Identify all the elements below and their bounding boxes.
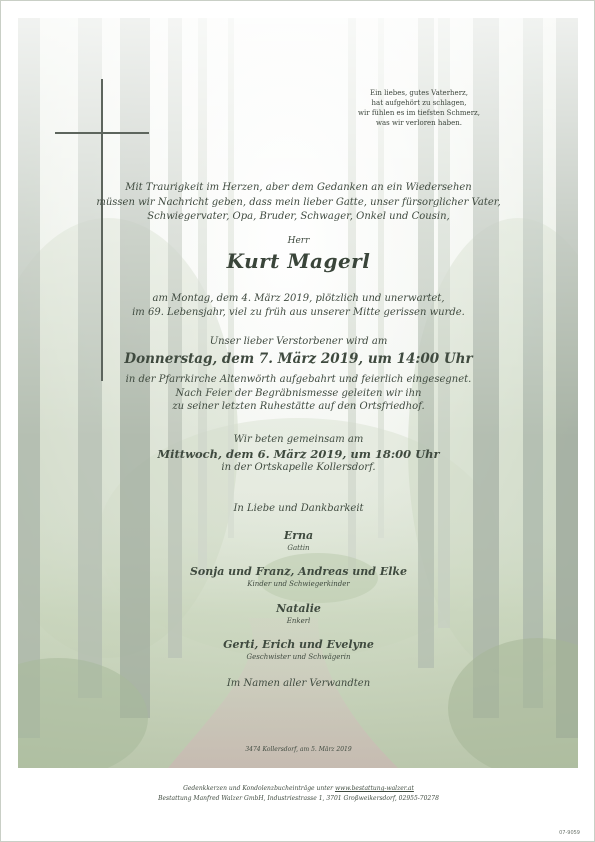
intro-line: Mit Traurigkeit im Herzen, aber dem Gedanken an ein Wiedersehen bbox=[125, 182, 472, 193]
funeral-date: Donnerstag, dem 7. März 2019, um 14:00 Uhr bbox=[124, 351, 473, 367]
mourners-closing: Im Namen aller Verwandten bbox=[226, 678, 371, 689]
deceased-name: Kurt Magerl bbox=[226, 249, 371, 273]
intro-line: Schwiegervater, Opa, Bruder, Schwager, Onkel und Cousin, bbox=[147, 211, 450, 222]
poem-line: was wir verloren haben. bbox=[376, 119, 462, 127]
poem-line: hat aufgehört zu schlagen, bbox=[371, 99, 467, 107]
cross-horizontal-bar bbox=[55, 132, 149, 134]
mourner-relation: Enkerl bbox=[286, 617, 311, 625]
mourner-relation: Geschwister und Schwägerin bbox=[246, 653, 351, 661]
death-line: am Montag, dem 4. März 2019, plötzlich und unerwartet, bbox=[152, 293, 445, 304]
website-link[interactable]: www.bestattung-walzer.at bbox=[334, 785, 414, 792]
poem bbox=[319, 88, 519, 128]
death-line: im 69. Lebensjahr, viel zu früh aus unserer Mitte gerissen wurde. bbox=[132, 307, 465, 318]
prayer-intro: Wir beten gemeinsam am bbox=[233, 434, 364, 445]
prayer-place: in der Ortskapelle Kollersdorf. bbox=[221, 462, 376, 473]
intro-line: müssen wir Nachricht geben, dass mein lieber Gatte, unser fürsorglicher Vater, bbox=[96, 197, 501, 208]
mourner-names: Natalie bbox=[276, 602, 321, 615]
deceased-title: Herr bbox=[287, 236, 310, 246]
footer-line-1 bbox=[1, 785, 595, 792]
mourner-names: Erna bbox=[283, 529, 314, 542]
mourner-relation: Gattin bbox=[287, 544, 310, 552]
funeral-intro: Unser lieber Verstorbener wird am bbox=[209, 336, 388, 347]
mourners-intro: In Liebe und Dankbarkeit bbox=[233, 503, 364, 514]
place-date: 3474 Kollersdorf, am 5. März 2019 bbox=[245, 746, 352, 753]
mourner-relation: Kinder und Schwiegerkinder bbox=[247, 580, 350, 588]
footer-line-2: Bestattung Manfred Walzer GmbH, Industriestrasse 1, 3701 Großweikersdorf, 02955-70278 bbox=[158, 795, 439, 802]
poem-line: Ein liebes, gutes Vaterherz, bbox=[370, 89, 468, 97]
funeral-line: zu seiner letzten Ruhestätte auf den Ortsfriedhof. bbox=[172, 401, 425, 412]
footer-text: Gedenkkerzen und Kondolenzbucheinträge unter bbox=[183, 785, 335, 792]
funeral-line: in der Pfarrkirche Altenwörth aufgebahrt und feierlich eingesegnet. bbox=[125, 374, 472, 385]
mourner-names: Gerti, Erich und Evelyne bbox=[223, 638, 374, 651]
funeral-line: Nach Feier der Begräbnismesse geleiten wir ihn bbox=[175, 388, 422, 399]
poem-line: wir fühlen es im tiefsten Schmerz, bbox=[358, 109, 480, 117]
prayer-date: Mittwoch, dem 6. März 2019, um 18:00 Uhr bbox=[157, 447, 440, 461]
document-code: 07-9059 bbox=[559, 830, 580, 836]
mourner-names: Sonja und Franz, Andreas und Elke bbox=[189, 565, 408, 578]
